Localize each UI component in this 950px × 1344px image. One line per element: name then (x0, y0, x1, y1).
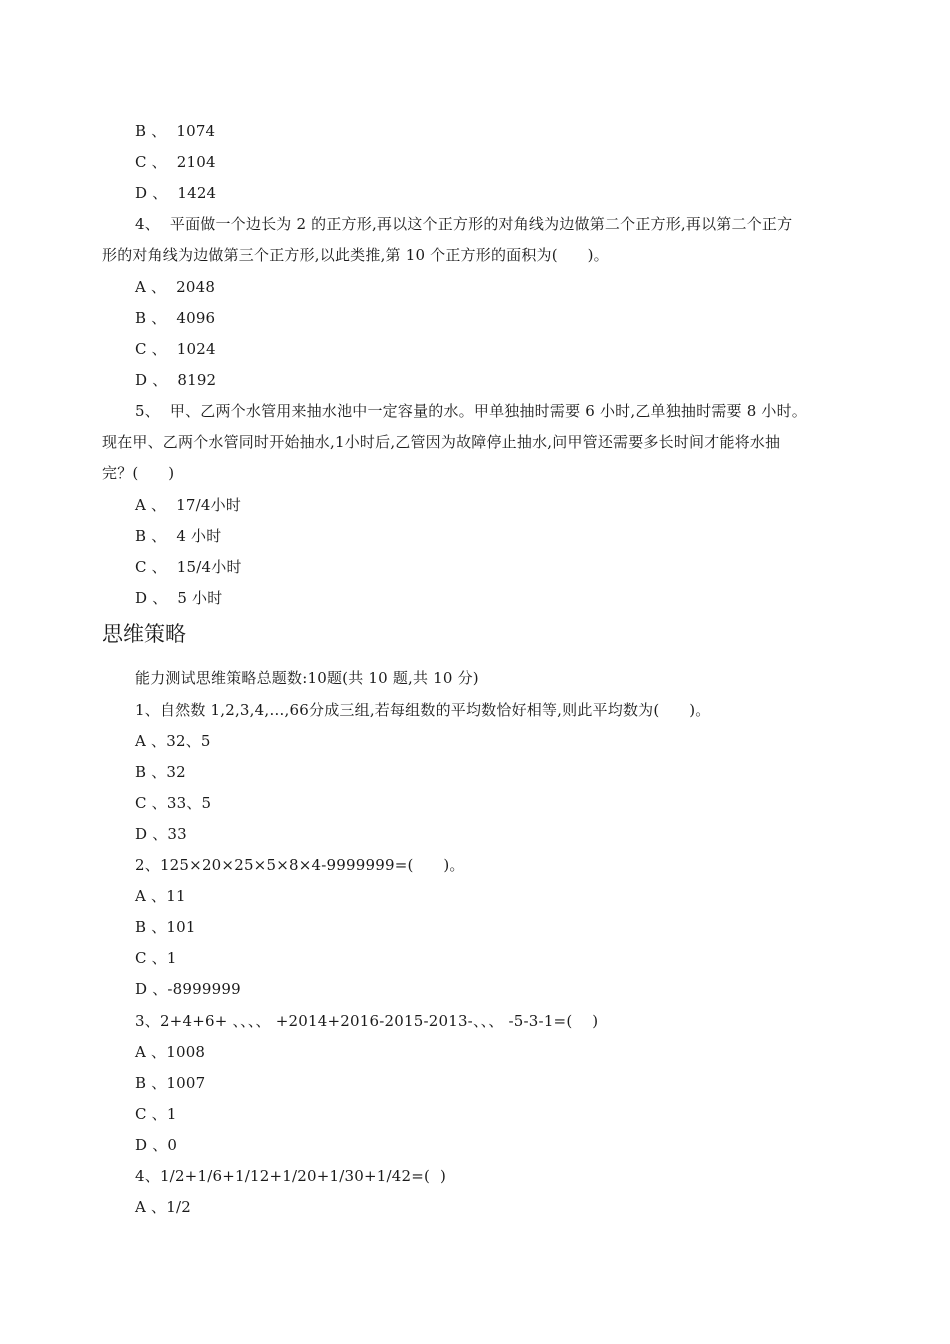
question-5-line2: 现在甲、乙两个水管同时开始抽水,1小时后,乙管因为故障停止抽水,问甲管还需要多长时间才能将水抽 (102, 433, 781, 451)
option-line: D 、0 (135, 1136, 178, 1154)
option-line: C 、1 (135, 1105, 177, 1123)
option-line: A 、32、5 (135, 732, 211, 750)
option-line: B 、101 (135, 918, 196, 936)
option-line: C 、 2104 (135, 153, 216, 171)
option-line: A 、 17/4小时 (135, 496, 242, 514)
question-5-line1: 5、 甲、乙两个水管用来抽水池中一定容量的水。甲单独抽时需要 6 小时,乙单独抽时需要 8 小时。 (135, 402, 808, 420)
section-question-1: 1、自然数 1,2,3,4,…,66分成三组,若每组数的平均数恰好相等,则此平均数为( )。 (135, 701, 711, 719)
option-line: C 、 15/4小时 (135, 558, 242, 576)
option-line: A 、 2048 (135, 278, 216, 296)
option-line: A 、11 (135, 887, 186, 905)
option-line: C 、33、5 (135, 794, 212, 812)
option-line: C 、1 (135, 949, 177, 967)
option-line: B 、 4096 (135, 309, 216, 327)
option-line: A 、1008 (135, 1043, 206, 1061)
section-summary: 能力测试思维策略总题数:10题(共 10 题,共 10 分) (135, 669, 479, 687)
option-line: A 、1/2 (135, 1198, 191, 1216)
option-line: D 、33 (135, 825, 187, 843)
option-line: C 、 1024 (135, 340, 216, 358)
section-question-3: 3、2+4+6+ 、、、、 +2014+2016-2015-2013-、、、 -5-3-1=( ) (135, 1012, 599, 1030)
option-line: D 、 5 小时 (135, 589, 223, 607)
section-question-4: 4、1/2+1/6+1/12+1/20+1/30+1/42=( ) (135, 1167, 447, 1185)
question-4-line1: 4、 平面做一个边长为 2 的正方形,再以这个正方形的对角线为边做第二个正方形,再以第二个正方 (135, 215, 793, 233)
option-line: D 、 8192 (135, 371, 217, 389)
section-question-2: 2、125×20×25×5×8×4-9999999=( )。 (135, 856, 465, 874)
option-line: D 、 1424 (135, 184, 217, 202)
option-line: B 、1007 (135, 1074, 206, 1092)
option-line: D 、-8999999 (135, 980, 241, 998)
option-line: B 、 4 小时 (135, 527, 222, 545)
section-heading: 思维策略 (102, 622, 186, 646)
question-5-line3: 完？( ) (102, 464, 175, 482)
option-line: B 、32 (135, 763, 186, 781)
question-4-line2: 形的对角线为边做第三个正方形,以此类推,第 10 个正方形的面积为( )。 (102, 246, 609, 264)
option-line: B 、 1074 (135, 122, 216, 140)
